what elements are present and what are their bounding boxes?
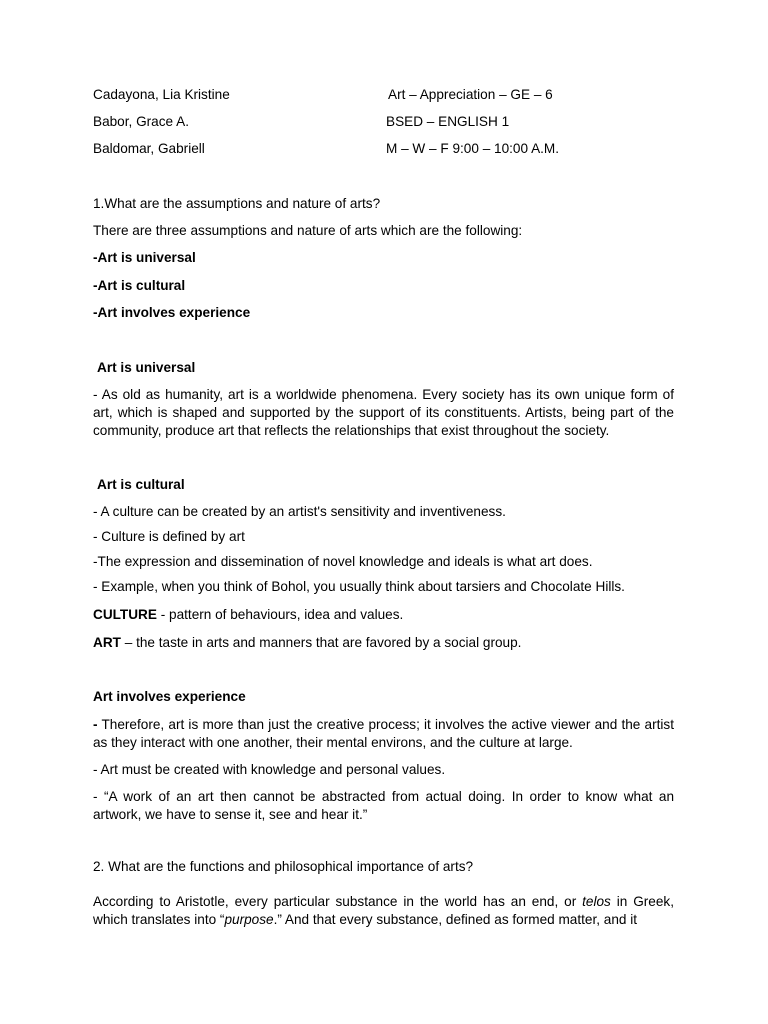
section-heading-cultural: Art is cultural: [97, 477, 185, 492]
assumption-item-2: -Art is cultural: [93, 278, 186, 293]
universal-paragraph: - As old as humanity, art is a worldwide phenomena. Every society has its own unique form of art, which is shaped and supported by the support of its constituents. Artists, being part of the community, produce art that reflects the relationships that exist throughout the society.: [93, 387, 674, 438]
cultural-line-2: - Culture is defined by art: [93, 529, 245, 544]
author-name-1: Cadayona, Lia Kristine: [93, 87, 230, 102]
art-definition: [93, 634, 521, 652]
experience-dash: -: [93, 717, 98, 732]
aristotle-paragraph: [93, 893, 674, 929]
question-1: 1.What are the assumptions and nature of arts?: [93, 196, 381, 211]
cultural-line-4: - Example, when you think of Bohol, you usually think about tarsiers and Chocolate Hills.: [93, 579, 625, 594]
question-1-intro: There are three assumptions and nature of arts which are the following:: [93, 223, 523, 238]
program-label: BSED – ENGLISH 1: [386, 114, 510, 129]
question-2: 2. What are the functions and philosophical importance of arts?: [93, 859, 474, 874]
assumption-item-1: -Art is universal: [93, 250, 196, 265]
experience-paragraph-3: - “A work of an art then cannot be abstracted from actual doing. In order to know what an artwork, we have to sense it, see and hear it.”: [93, 789, 674, 822]
class-schedule: M – W – F 9:00 – 10:00 A.M.: [386, 141, 560, 156]
course-title: Art – Appreciation – GE – 6: [388, 87, 553, 102]
culture-term: CULTURE: [93, 607, 157, 622]
purpose-term: purpose: [224, 912, 274, 927]
aristotle-text-b: in Greek, which translates into “: [93, 894, 674, 927]
aristotle-text-a: According to Aristotle, every particular substance in the world has an end, or: [93, 894, 583, 909]
section-heading-experience: Art involves experience: [93, 689, 246, 704]
cultural-line-1: - A culture can be created by an artist's sensitivity and inventiveness.: [93, 504, 506, 519]
art-definition-text: – the taste in arts and manners that are favored by a social group.: [120, 635, 522, 650]
culture-definition-text: - pattern of behaviours, idea and values.: [156, 607, 404, 622]
experience-paragraph-1: [93, 716, 674, 752]
assumption-item-3: -Art involves experience: [93, 305, 251, 320]
experience-paragraph-2: - Art must be created with knowledge and personal values.: [93, 762, 446, 777]
experience-paragraph-1-text: Therefore, art is more than just the creative process; it involves the active viewer and the artist as they interact with one another, their mental environs, and the culture at large.: [93, 717, 674, 750]
aristotle-text-c: .” And that every substance, defined as formed matter, and it: [273, 912, 638, 927]
telos-term: telos: [582, 894, 611, 909]
culture-definition: [93, 606, 403, 624]
art-term: ART: [93, 635, 121, 650]
author-name-3: Baldomar, Gabriell: [93, 141, 205, 156]
section-heading-universal: Art is universal: [97, 360, 196, 375]
author-name-2: Babor, Grace A.: [93, 114, 189, 129]
cultural-line-3: -The expression and dissemination of novel knowledge and ideals is what art does.: [93, 554, 593, 569]
